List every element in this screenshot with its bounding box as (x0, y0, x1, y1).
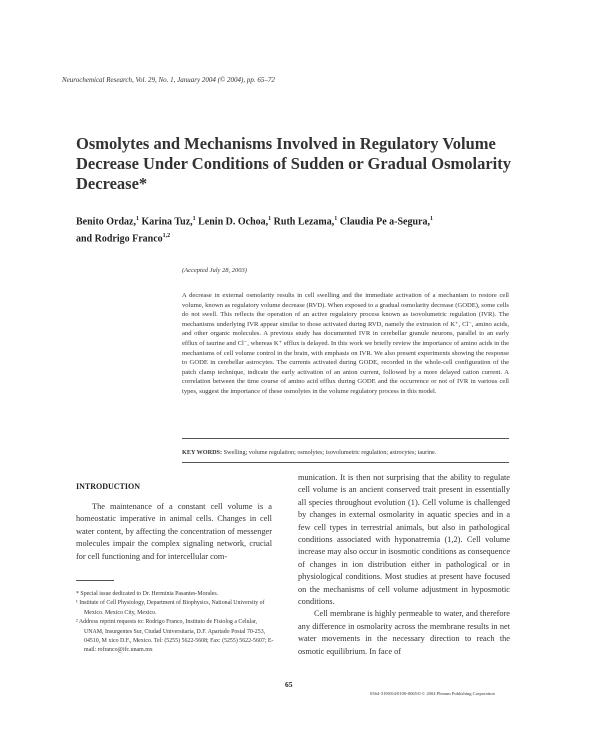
author-name: and Rodrigo Franco (76, 233, 163, 245)
author-name: Benito Ordaz, (76, 216, 136, 228)
page-number: 65 (285, 680, 293, 689)
author-list (76, 212, 506, 247)
author-name: Ruth Lezama, (271, 216, 335, 228)
divider-top (182, 438, 509, 439)
affiliation-mark: 1 (268, 216, 272, 222)
author-name: Karina Tuz, (139, 216, 193, 228)
keywords-text: Swelling; volume regulation; osmolytes; isovolumetric regulation; astrocytes; taurine. (222, 449, 437, 456)
footnote: ¹ Institute of Cell Physiology, Department of Biophysics, National University of Mexico. Mexico City, Mexico. (76, 600, 265, 616)
section-heading: INTRODUCTION (76, 482, 141, 491)
affiliation-mark: 1,2 (162, 233, 171, 240)
footnote: * Special issue dedicated to Dr. Herminia Pasantes-Morales. (76, 591, 219, 597)
affiliation-mark: 1 (192, 216, 196, 222)
copyright-line: 0364-3190/04/0100-0065/0 © 2004 Plenum Publishing Corporation (370, 691, 495, 696)
left-column (76, 501, 272, 563)
right-column (298, 472, 510, 658)
keywords (182, 449, 509, 456)
affiliation-mark: 1 (136, 216, 139, 222)
abstract-text: A decrease in external osmolarity results in cell swelling and the immediate activation of a mechanism to restore cell volume, known as regulatory volume decrease (RVD). When exposed to a gradual osmolarity decrease (GODE), some cells do not swell. This reflects the operation of an active regulatory process known as isovolumetric regulation (IVR). The mechanisms underlying IVR appear similar to those activated during RVD, namely the extrusion of K⁺, Cl⁻, amino acids, and other organic molecules. A previous study has documented IVR in cerebellar granule neurons, parallel to an early efflux of taurine and Cl⁻, whereas K⁺ efflux is delayed. In this work we briefly review the importance of amino acids in the mechanisms of cell volume control in the brain, with emphasis on IVR. We also present experiments showing the response to GODE in cerebellar astrocytes. The currents activated during GODE, recorded in the whole-cell configuration of the patch clamp technique, indicate the early activation of an anion current, followed by a more delayed cation current. A correlation between the time course of amino acid efflux during GODE and the occurrence or not of IVR in various cell types, suggest the importance of these osmolytes in the volume regulatory process in this model. (182, 292, 509, 395)
journal-citation: Neurochemical Research, Vol. 29, No. 1, January 2004 (© 2004), pp. 65–72 (62, 76, 275, 84)
affiliation-mark: 1 (430, 216, 433, 222)
accepted-date: (Accepted July 28, 2003) (182, 267, 247, 274)
keywords-label: KEY WORDS: (182, 449, 223, 456)
footnote: ² Address reprint requests to: Rodrigo Franco, Instituto de Fisiolog a Celular, UNAM, Insurgentes Sur, Ciudad Universitaria, D.F. Apartado Postal 70-253, 04510, M xico D.F., Mexico. Tel: (5255) 5622-5608; Fax: (5255) 5622-5607; E-mail: rofranco@ifc.unam.mx (76, 619, 274, 654)
body-paragraph: Cell membrane is highly permeable to water, and therefore any difference in osmolarity across the membrane results in net water movements in the necessary direction to reach the osmotic equilibrium. In face of (298, 609, 510, 656)
divider-bottom (182, 462, 509, 463)
author-name: Lenin D. Ochoa, (195, 216, 269, 228)
author-name: Claudia Pe a-Segura, (337, 216, 430, 228)
footnotes (76, 590, 276, 656)
article-title: Osmolytes and Mechanisms Involved in Regulatory Volume Decrease Under Conditions of Sudden or Gradual Osmolarity Decrease* (76, 134, 511, 193)
body-paragraph: munication. It is then not surprising that the ability to regulate cell volume is an ancient conserved trait present in essentially all species throughout evolution (1). Cell volume is challenged by changes in external osmolarity in aquatic species and in a few cell types in terrestrial animals, but also in pathological conditions associated with hyponatremia (1,2). Cell volume increase may also occur in isosmotic conditions as consequence of changes in ion distribution either in pathological or in physiological conditions. Most studies at present have focused on the mechanisms of cell volume adjustment in hyposmotic conditions. (298, 473, 510, 607)
body-paragraph: The maintenance of a constant cell volume is a homeostatic imperative in animal cells. Changes in cell water content, by affecting the concentration of messenger molecules impair the complex signaling network, crucial for cell functioning and for intercellular com- (76, 502, 272, 561)
footnote-divider (76, 580, 114, 581)
affiliation-mark: 1 (334, 216, 338, 222)
